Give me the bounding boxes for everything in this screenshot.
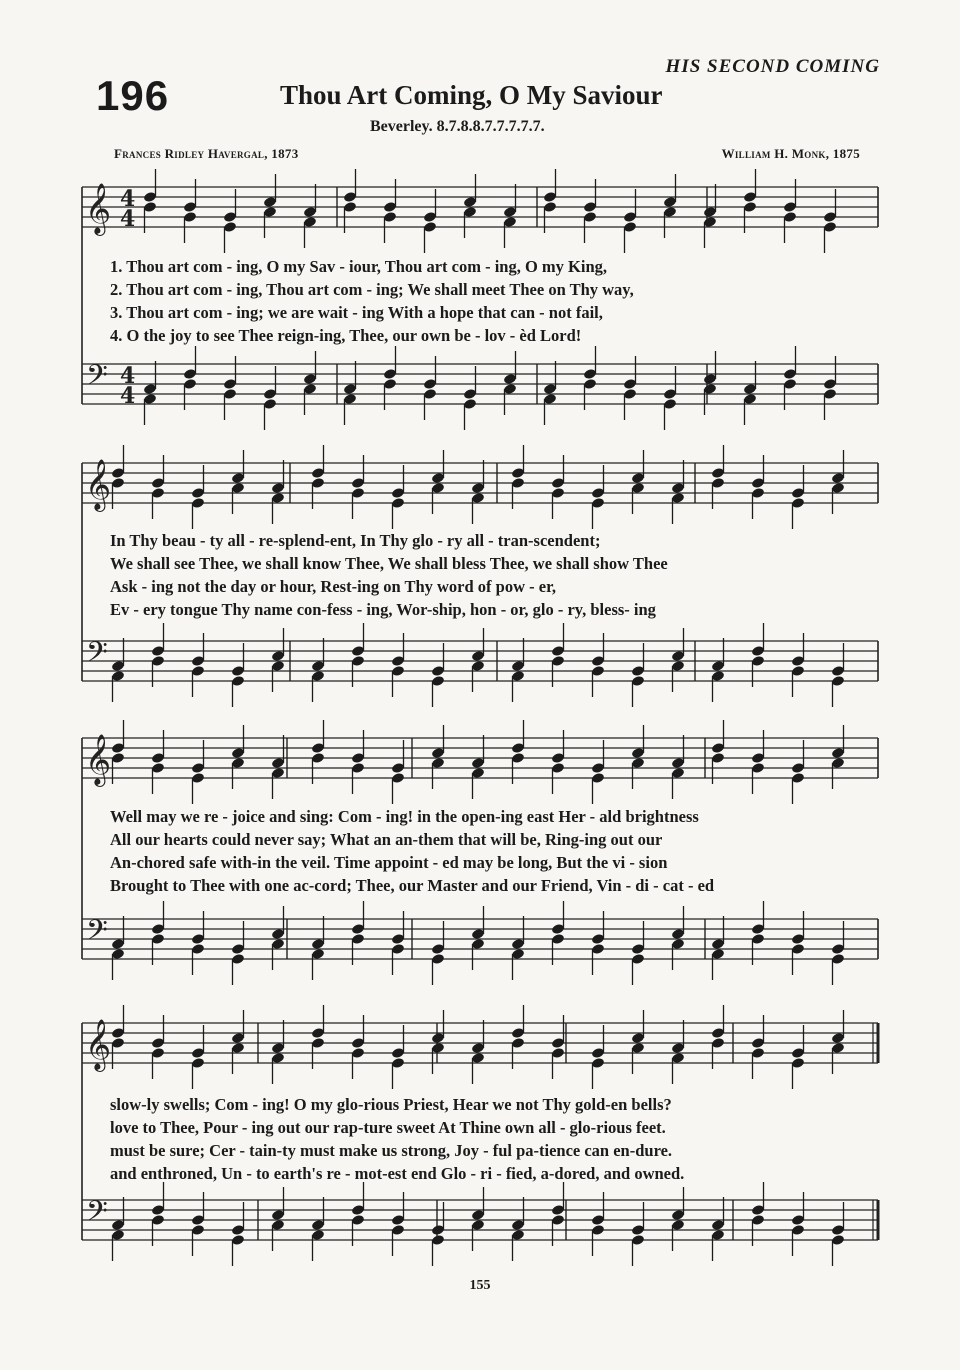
bass-clef-icon: 𝄢 xyxy=(86,1195,108,1235)
lyric-line: All our hearts could never say; What an an-them that will be, Ring-ing out our xyxy=(110,830,663,849)
lyric-line: 3. Thou art com - ing; we are wait - ing With a hope that can - not fail, xyxy=(110,303,603,322)
time-signature-bottom: 4 xyxy=(120,206,136,232)
bass-clef-icon: 𝄢 xyxy=(86,359,108,399)
lyric-line: and enthroned, Un - to earth's re - mot-est end Glo - ri - fied, a-dored, and owned. xyxy=(110,1164,685,1183)
lyricist-credit: Frances Ridley Havergal, 1873 xyxy=(114,146,299,161)
lyric-line: An-chored safe with-in the veil. Time appoint - ed may be long, But the vi - sion xyxy=(110,853,668,872)
section-heading: HIS SECOND COMING xyxy=(665,56,880,77)
treble-clef-icon: 𝄞 xyxy=(85,183,112,234)
composer-credit: William H. Monk, 1875 xyxy=(721,146,860,161)
lyric-line: We shall see Thee, we shall know Thee, We shall bless Thee, we shall show Thee xyxy=(110,554,668,573)
lyrics-system-3 xyxy=(110,805,880,897)
lyric-line: Ev - ery tongue Thy name con-fess - ing, Wor-ship, hon - or, glo - ry, bless- ing xyxy=(110,600,656,619)
treble-clef-icon: 𝄞 xyxy=(85,1019,112,1070)
lyric-line: Ask - ing not the day or hour, Rest-ing on Thy word of pow - er, xyxy=(110,577,557,596)
lyric-line: must be sure; Cer - tain-ty must make us strong, Joy - ful pa-tience can en-dure. xyxy=(110,1141,673,1160)
lyrics-system-4 xyxy=(110,1093,880,1185)
bass-clef-icon: 𝄢 xyxy=(86,914,108,954)
lyric-line: 1. Thou art com - ing, O my Sav - iour, Thou art com - ing, O my King, xyxy=(110,257,608,276)
page-number: 155 xyxy=(469,1278,491,1293)
time-signature-bottom: 4 xyxy=(120,383,136,409)
lyric-line: 2. Thou art com - ing, Thou art com - ing; We shall meet Thee on Thy way, xyxy=(110,280,634,299)
lyric-line: Brought to Thee with one ac-cord; Thee, our Master and our Friend, Vin - di - cat - ed xyxy=(110,876,715,895)
lyric-line: Well may we re - joice and sing: Com - ing! in the open-ing east Her - ald brightness xyxy=(110,807,699,826)
lyric-line: 4. O the joy to see Thee reign-ing, Thee, our own be - lov - èd Lord! xyxy=(110,326,582,345)
bass-clef-icon: 𝄢 xyxy=(86,636,108,676)
treble-clef-icon: 𝄞 xyxy=(85,734,112,785)
time-signature-top: 4 xyxy=(120,186,136,212)
treble-clef-icon: 𝄞 xyxy=(85,459,112,510)
lyric-line: In Thy beau - ty all - re-splend-ent, In Thy glo - ry all - tran-scendent; xyxy=(110,531,601,550)
tune-meter: Beverley. 8.7.8.8.7.7.7.7.7. xyxy=(370,118,545,135)
lyrics-system-2 xyxy=(110,529,880,621)
lyric-line: slow-ly swells; Com - ing! O my glo-rious Priest, Hear we not Thy gold-en bells? xyxy=(110,1095,672,1114)
lyrics-system-1 xyxy=(110,255,880,347)
lyric-line: love to Thee, Pour - ing out our rap-ture sweet At Thine own all - glo-rious feet. xyxy=(110,1118,666,1137)
time-signature-top: 4 xyxy=(120,363,136,389)
hymn-title: Thou Art Coming, O My Saviour xyxy=(280,80,663,110)
hymn-number: 196 xyxy=(96,72,170,119)
